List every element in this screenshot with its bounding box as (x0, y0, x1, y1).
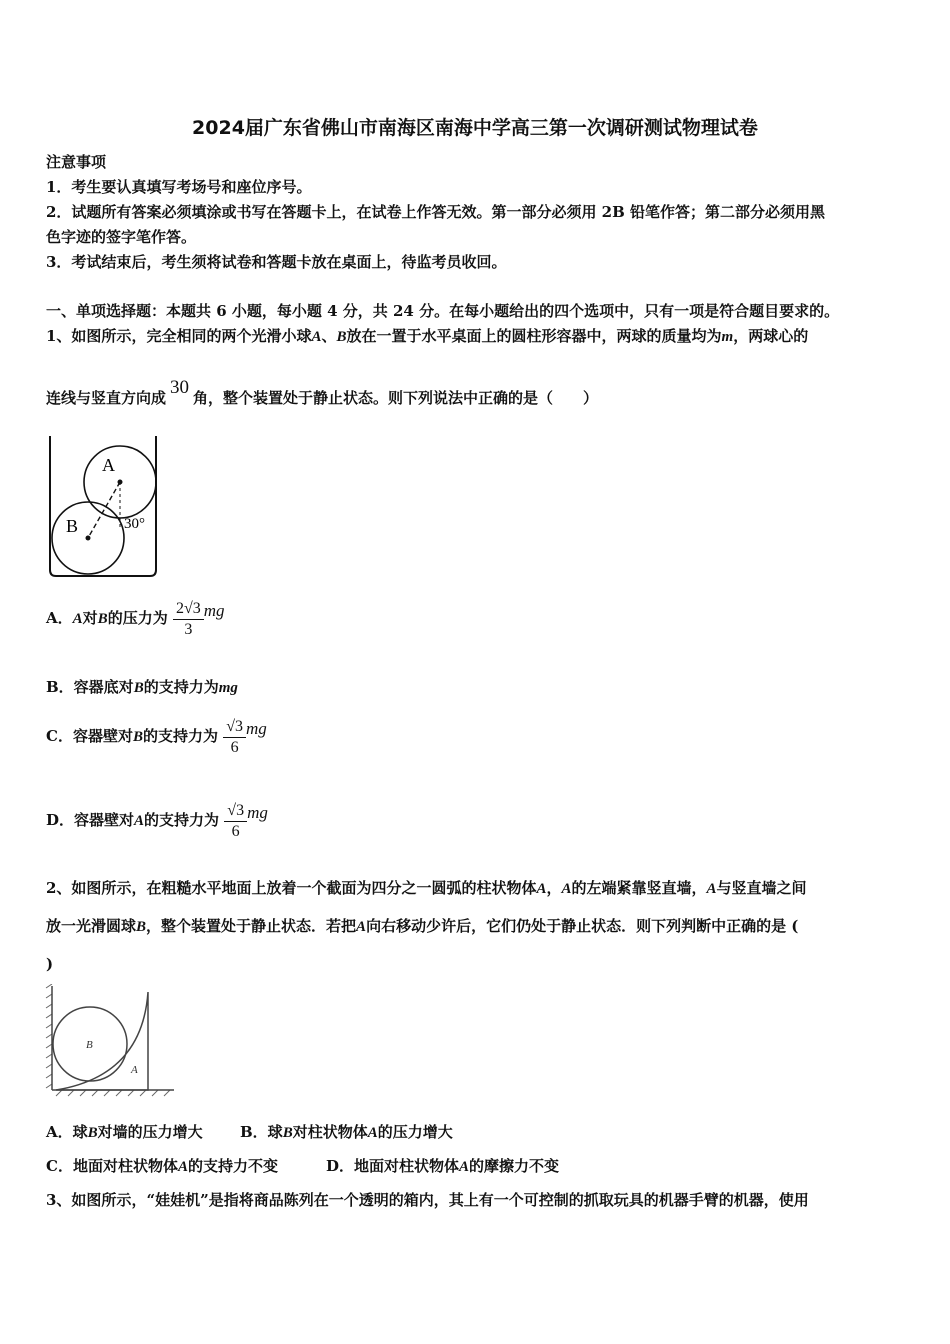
notice-item-2-line-1: 2．试题所有答案必须填涂或书写在答题卡上，在试卷上作答无效。第一部分必须用 2B 铅笔作答；第二部分必须用黑 (46, 203, 826, 221)
notice-item-2-line-2: 色字迹的签字笔作答。 (46, 228, 197, 246)
q1-option-c[interactable]: C．容器壁对B的支持力为 $\frac{√3}{6}$ mg (46, 717, 267, 756)
q1-option-d[interactable]: D．容器壁对A的支持力为 $\frac{√3}{6}$ mg (46, 801, 268, 840)
section-heading: 一、单项选择题：本题共 6 小题，每小题 4 分，共 24 分。在每小题给出的四个选项中，只有一项是符合题目要求的。 (46, 302, 840, 320)
q1-option-b[interactable]: B．容器底对B的支持力为mg (46, 678, 238, 696)
q1-stem-line-2: 连线与竖直方向成 30 角，整个装置处于静止状态。则下列说法中正确的是（ ） (46, 377, 599, 407)
q2-stem-line-2: 放一光滑圆球B，整个装置处于静止状态．若把A向右移动少许后，它们仍处于静止状态．则下列判断中正确的是 ( (46, 917, 799, 935)
notice-item-1: 1．考生要认真填写考场号和座位序号。 (46, 178, 312, 196)
q2-stem-line-1: 2、如图所示，在粗糙水平地面上放着一个截面为四分之一圆弧的柱状物体A，A的左端紧靠竖直墙，A与竖直墙之间 (46, 879, 807, 897)
ball-b-center (86, 536, 91, 541)
q2-stem-line-3: ) (46, 955, 54, 973)
q2-option-c[interactable]: C．地面对柱状物体A的支持力不变 (46, 1157, 278, 1175)
q1-figure (44, 430, 164, 582)
q2-figure (42, 984, 178, 1098)
q1-stem-line-1: 1、如图所示，完全相同的两个光滑小球A、B放在一置于水平桌面上的圆柱形容器中，两球的质量均为m，两球心的 (46, 327, 809, 345)
ball-a-center (118, 480, 123, 485)
notice-item-3: 3．考试结束后，考生须将试卷和答题卡放在桌面上，待监考员收回。 (46, 253, 507, 271)
q2-option-b[interactable]: B．球B对柱状物体A的压力增大 (240, 1123, 453, 1141)
q2-option-a[interactable]: A．球B对墙的压力增大 (46, 1123, 203, 1141)
notice-heading: 注意事项 (46, 153, 107, 171)
q3-stem-line-1: 3、如图所示，“娃娃机”是指将商品陈列在一个透明的箱内，其上有一个可控制的抓取玩具的机器手臂的机器，使用 (46, 1191, 809, 1209)
q1-option-a[interactable]: A．A对B的压力为 $\frac{2√3}{3}$ mg (46, 599, 225, 638)
angle-value: 30 (170, 377, 190, 398)
ball-b-label: B (86, 1039, 93, 1051)
angle-label: 30° (124, 516, 145, 532)
q2-option-d[interactable]: D．地面对柱状物体A的摩擦力不变 (326, 1157, 560, 1175)
ball-b-label: B (66, 516, 79, 536)
page-title: 2024届广东省佛山市南海区南海中学高三第一次调研测试物理试卷 (192, 117, 758, 139)
body-a-label: A (131, 1064, 138, 1076)
ball-a-label: A (102, 455, 115, 475)
center-line (88, 482, 120, 538)
